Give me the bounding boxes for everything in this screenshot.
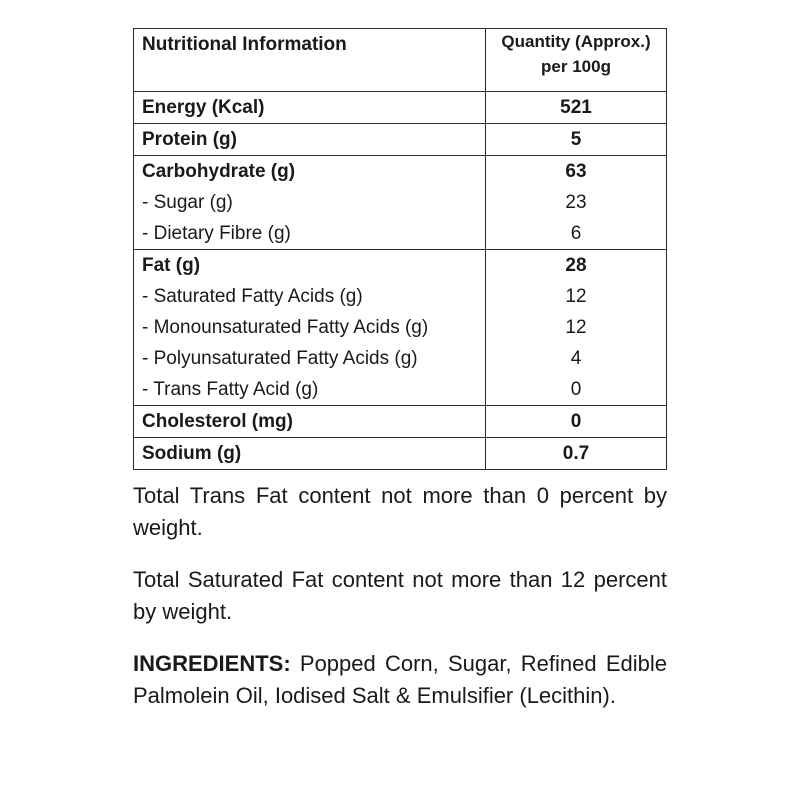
sodium-value: 0.7 — [486, 438, 667, 470]
saturated-fat-note: Total Saturated Fat content not more than 12 percent by weight. — [133, 567, 667, 624]
fat-values — [486, 250, 667, 406]
nutrition-panel — [133, 28, 668, 712]
sugar-label: - Sugar (g) — [142, 192, 233, 213]
fat-labels — [134, 250, 486, 406]
trans-label: - Trans Fatty Acid (g) — [142, 379, 319, 400]
notes-section — [133, 480, 668, 712]
carbohydrate-value: 63 — [565, 161, 587, 182]
fat-value: 28 — [565, 255, 587, 276]
trans-fat-note: Total Trans Fat content not more than 0 percent by weight. — [133, 483, 667, 540]
table-row-energy — [134, 92, 667, 124]
sugar-value: 23 — [565, 192, 587, 213]
trans-value: 0 — [570, 379, 582, 400]
carbohydrate-labels — [134, 156, 486, 250]
fibre-value: 6 — [570, 223, 582, 244]
header-nutritional-information: Nutritional Information — [134, 29, 486, 92]
header-quantity-line1: Quantity (Approx.) — [501, 32, 651, 51]
mono-label: - Monounsaturated Fatty Acids (g) — [142, 317, 429, 338]
table-row-sodium — [134, 438, 667, 470]
ingredients-note — [133, 648, 667, 712]
ingredients-text: Popped Corn, Sugar, Refined Edible Palmolein Oil, Iodised Salt & Emulsifier (Lecithin). — [133, 651, 667, 708]
energy-label: Energy (Kcal) — [134, 92, 486, 124]
table-row-protein — [134, 124, 667, 156]
energy-value: 521 — [486, 92, 667, 124]
sodium-label: Sodium (g) — [134, 438, 486, 470]
header-quantity — [486, 29, 667, 92]
poly-label: - Polyunsaturated Fatty Acids (g) — [142, 348, 418, 369]
table-row-fat-group — [134, 250, 667, 406]
fibre-label: - Dietary Fibre (g) — [142, 223, 291, 244]
table-row-carbohydrate-group — [134, 156, 667, 250]
saturated-label: - Saturated Fatty Acids (g) — [142, 286, 363, 307]
carbohydrate-values — [486, 156, 667, 250]
cholesterol-value: 0 — [486, 406, 667, 438]
saturated-value: 12 — [565, 286, 587, 307]
poly-value: 4 — [570, 348, 582, 369]
fat-label: Fat (g) — [142, 255, 201, 276]
table-header-row — [134, 29, 667, 92]
carbohydrate-label: Carbohydrate (g) — [142, 161, 296, 182]
cholesterol-label: Cholesterol (mg) — [134, 406, 486, 438]
table-row-cholesterol — [134, 406, 667, 438]
protein-label: Protein (g) — [134, 124, 486, 156]
nutrition-table — [133, 28, 667, 470]
header-quantity-line2: per 100g — [541, 57, 611, 76]
ingredients-label: INGREDIENTS: — [133, 651, 291, 676]
mono-value: 12 — [565, 317, 587, 338]
protein-value: 5 — [486, 124, 667, 156]
